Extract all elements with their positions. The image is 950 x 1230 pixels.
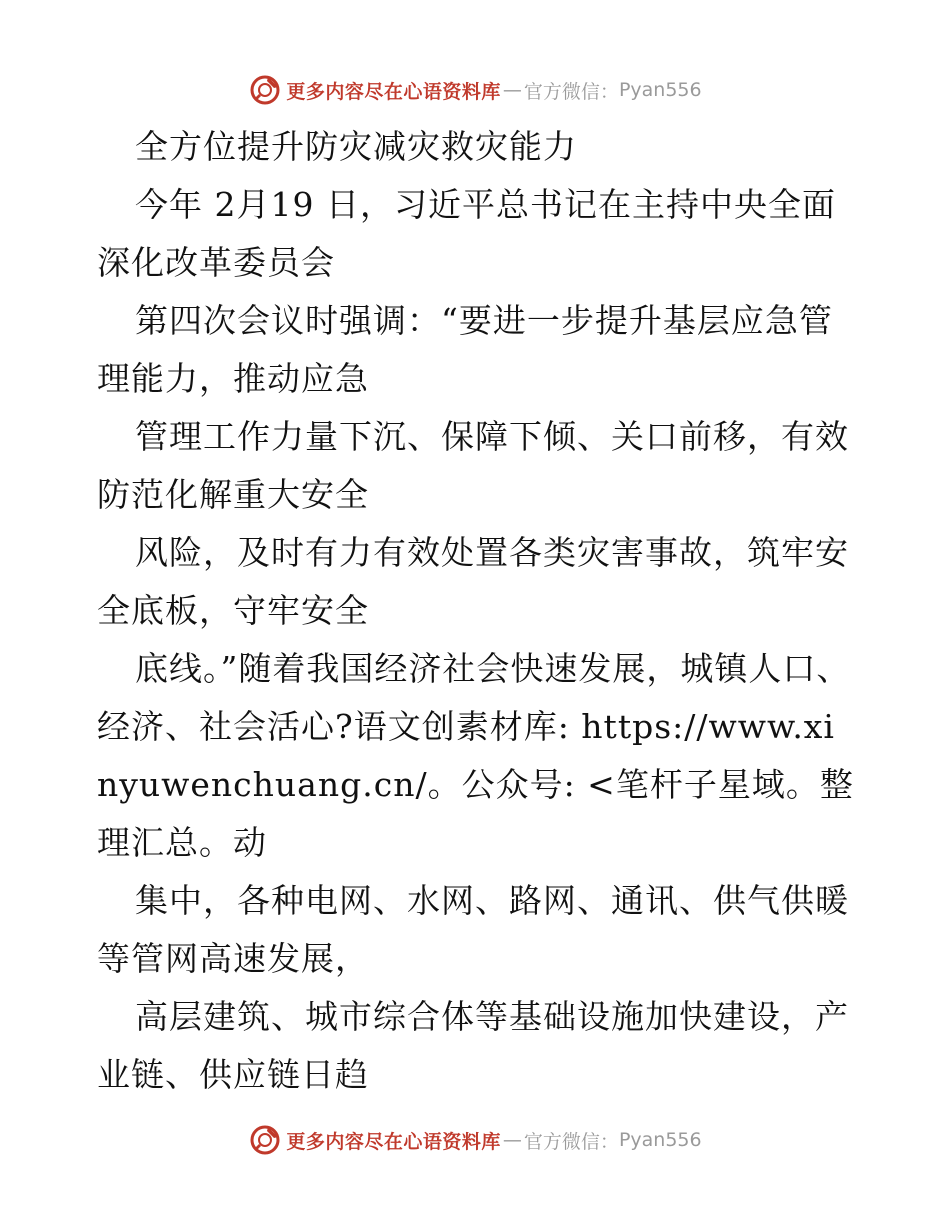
header-banner <box>0 70 950 110</box>
banner-wechat-id: Pyan556 <box>618 1129 702 1151</box>
paragraph: 管理工作力量下沉、保障下倾、关口前移，有效防范化解重大安全 <box>97 417 849 514</box>
banner-wechat-id: Pyan556 <box>618 79 702 101</box>
paragraph-title: 全方位提升防灾减灾救灾能力 <box>135 127 577 166</box>
banner-library-text: 更多内容尽在心语资料库 <box>286 80 501 103</box>
pen-swirl-logo-icon <box>248 1123 282 1157</box>
paragraph: 高层建筑、城市综合体等基础设施加快建设，产业链、供应链日趋 <box>97 997 849 1094</box>
footer-banner <box>0 1120 950 1160</box>
document-body <box>97 118 857 1104</box>
banner-dash: — <box>502 1129 522 1151</box>
banner-wechat-label: 官方微信： <box>523 1130 619 1153</box>
paragraph: 风险，及时有力有效处置各类灾害事故，筑牢安全底板，守牢安全 <box>97 533 849 630</box>
paragraph: 底线。”随着我国经济社会快速发展，城镇人口、经济、社会活心?语文创素材库: https://www.xinyuwenchuang.cn/。公众号: <笔杆子星域。整理汇总。动 <box>97 649 854 862</box>
banner-library-text: 更多内容尽在心语资料库 <box>286 1130 501 1153</box>
paragraph: 第四次会议时强调：“要进一步提升基层应急管理能力，推动应急 <box>97 301 833 398</box>
banner-dash: — <box>502 79 522 101</box>
paragraph: 集中，各种电网、水网、路网、通讯、供气供暖等管网高速发展， <box>97 881 849 978</box>
paragraph: 今年 2月19 日，习近平总书记在主持中央全面深化改革委员会 <box>97 185 836 282</box>
banner-wechat-label: 官方微信： <box>523 80 619 103</box>
pen-swirl-logo-icon <box>248 73 282 107</box>
